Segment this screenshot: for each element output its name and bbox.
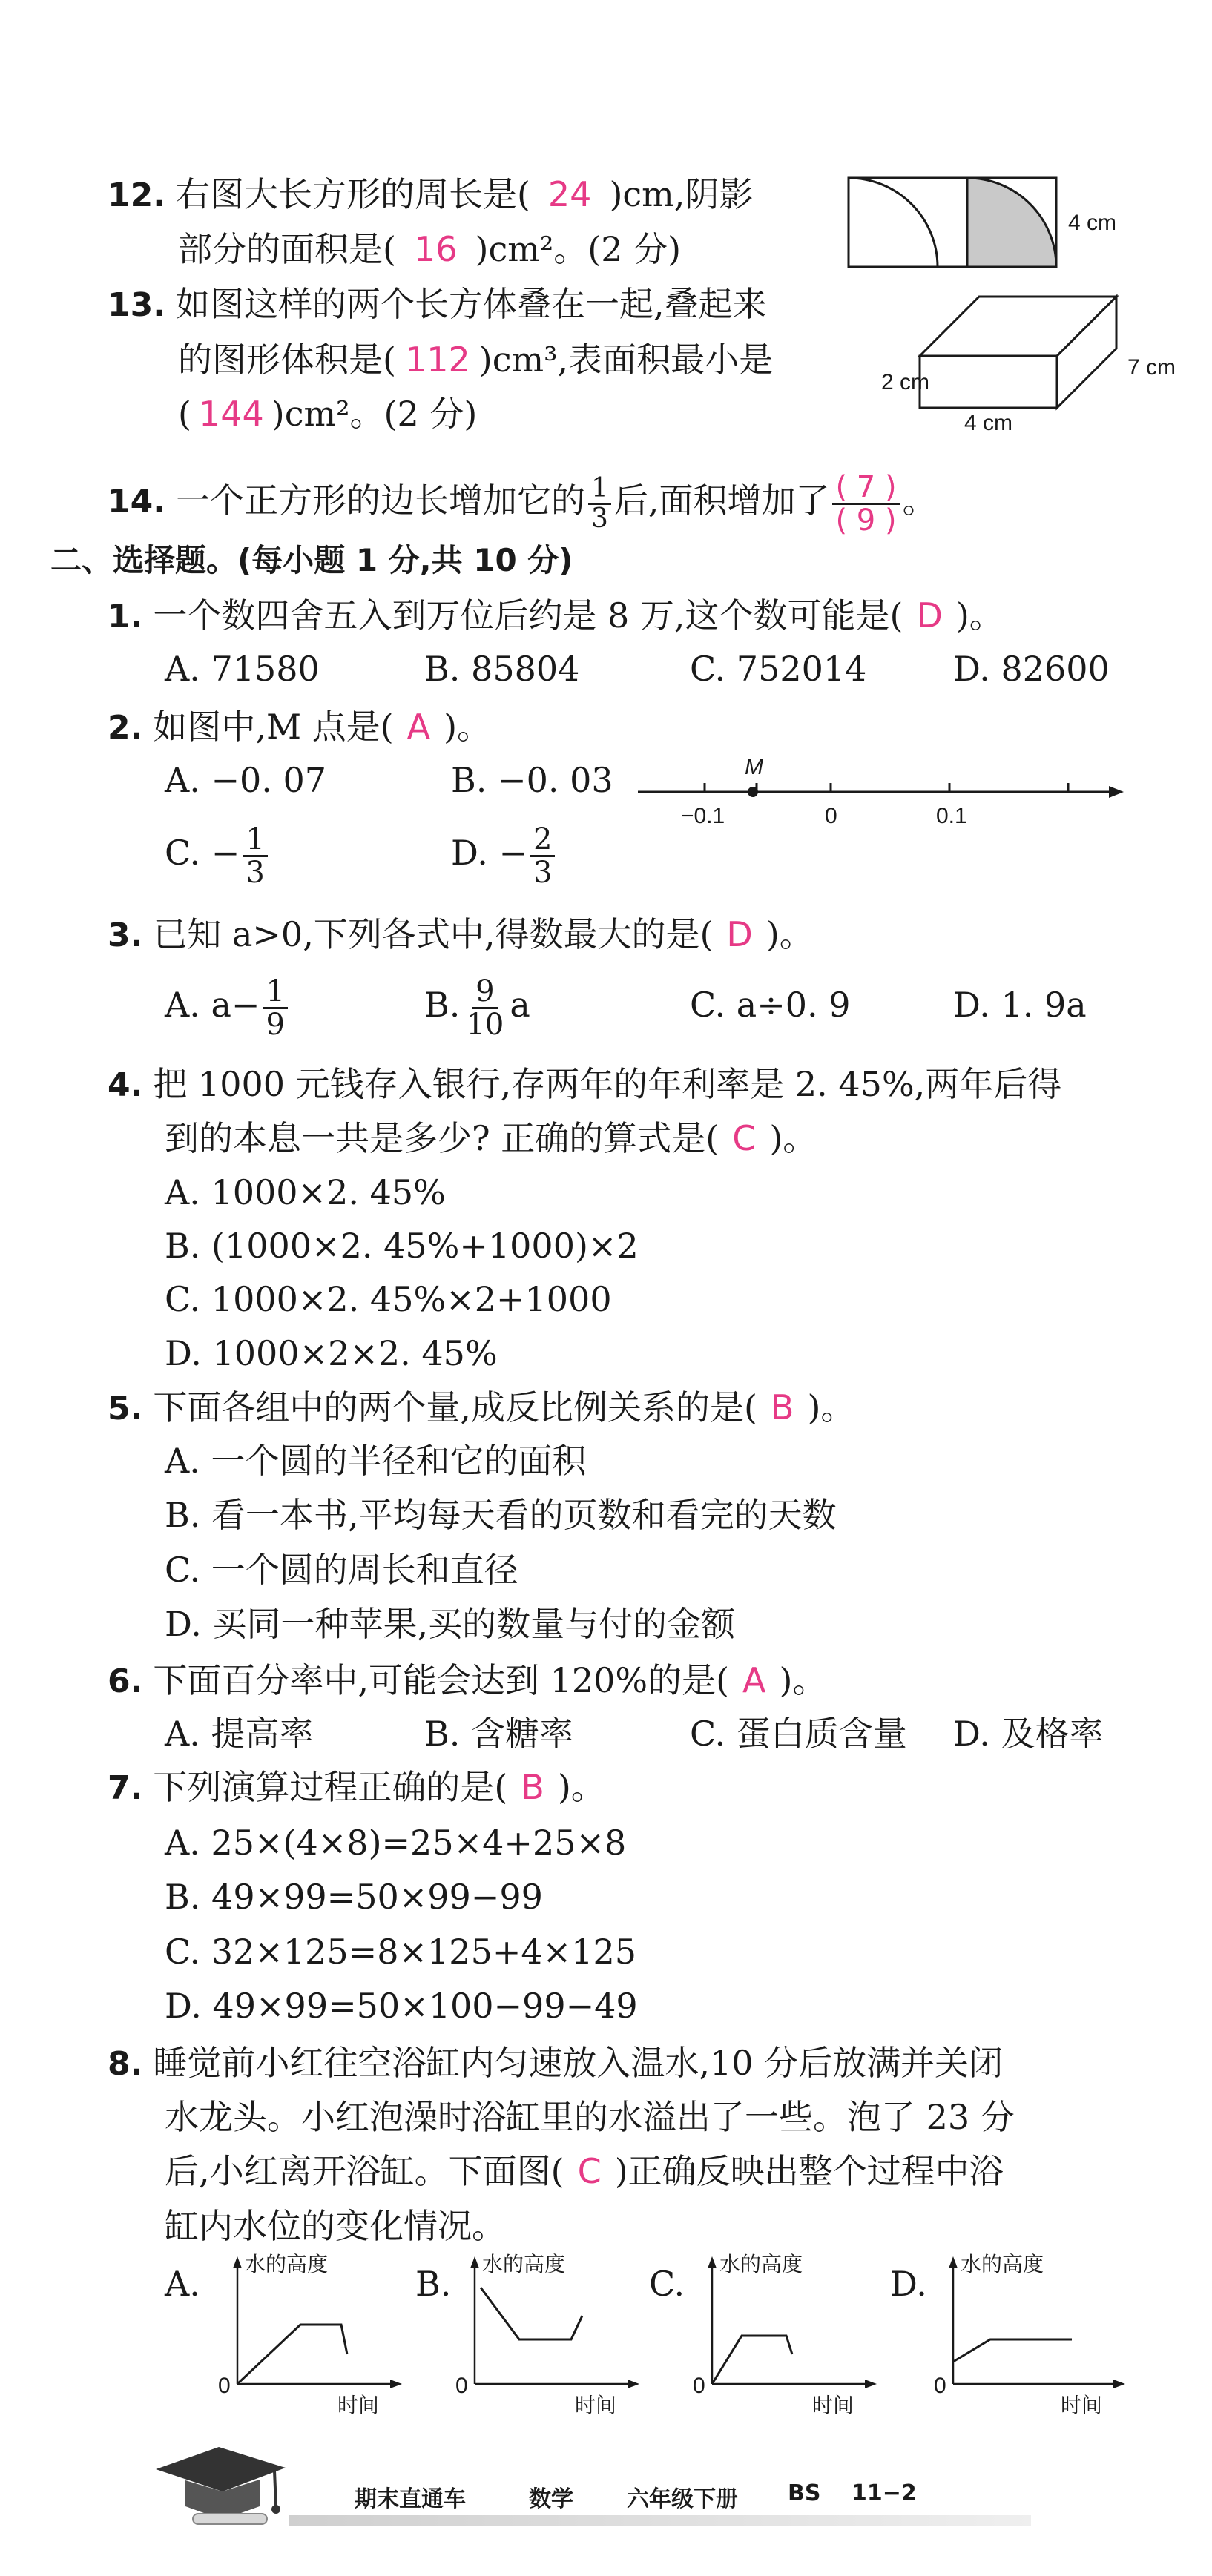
c8-line3 bbox=[165, 2149, 1004, 2193]
q14-text-post: 。 bbox=[902, 480, 937, 521]
graph-d bbox=[931, 2250, 1131, 2414]
c4-line1 bbox=[108, 1062, 1061, 1108]
c5-option-c: C. 一个圆的周长和直径 bbox=[165, 1550, 518, 1590]
svg-text:时间: 时间 bbox=[812, 2393, 854, 2414]
q12-text-post: )cm,阴影 bbox=[609, 174, 754, 214]
graph-c bbox=[690, 2250, 883, 2414]
c2-option-a: A. −0. 07 bbox=[165, 760, 327, 800]
q14-text-mid: 后,面积增加了 bbox=[613, 480, 830, 521]
c3-option-b: B. $\frac{9}{10}$ a bbox=[424, 974, 530, 1042]
c2-number-line bbox=[630, 749, 1135, 830]
graph-d-letter: D. bbox=[890, 2264, 927, 2304]
graph-b-curve bbox=[481, 2288, 582, 2339]
svg-text:时间: 时间 bbox=[337, 2393, 380, 2414]
q12-fig-label: 4 cm bbox=[1068, 211, 1117, 235]
q12-text2-post: )cm²。(2 分) bbox=[475, 229, 682, 269]
c6-option-d: D. 及格率 bbox=[953, 1714, 1104, 1754]
footer-grade: 六年级下册 bbox=[627, 2486, 738, 2512]
c1-text-post: )。 bbox=[955, 595, 1004, 635]
q12-answer-1: 24 bbox=[547, 174, 592, 214]
svg-text:0: 0 bbox=[693, 2374, 705, 2398]
c6-stem bbox=[108, 1658, 826, 1704]
c7-answer: B bbox=[521, 1767, 544, 1807]
c1-number: 1. bbox=[108, 598, 143, 635]
c4-answer: C bbox=[732, 1118, 757, 1158]
q12-rectangle-figure bbox=[846, 163, 1142, 282]
c4-number: 4. bbox=[108, 1066, 143, 1104]
graph-a bbox=[215, 2250, 408, 2414]
c2-option-d: D. − $\frac{2}{3}$ bbox=[451, 812, 558, 894]
c7-option-a: A. 25×(4×8)=25×4+25×8 bbox=[165, 1823, 627, 1863]
c4-option-a: A. 1000×2. 45% bbox=[165, 1172, 446, 1212]
q13-text3: ( bbox=[178, 394, 191, 434]
q13-number: 13. bbox=[108, 286, 165, 324]
svg-text:时间: 时间 bbox=[1061, 2393, 1103, 2414]
svg-text:时间: 时间 bbox=[575, 2393, 617, 2414]
q13-text2: 的图形体积是( bbox=[178, 340, 396, 380]
c1-option-d: D. 82600 bbox=[953, 649, 1110, 689]
c4-option-d: D. 1000×2×2. 45% bbox=[165, 1333, 498, 1373]
q14-answer-fraction: $\frac{( 7 )}{( 9 )}$ bbox=[832, 472, 899, 536]
c8-text3: 后,小红离开浴缸。下面图( bbox=[165, 2151, 564, 2191]
c3-number: 3. bbox=[108, 917, 143, 954]
c2-tick-neg: −0.1 bbox=[681, 804, 725, 828]
graph-b-letter: B. bbox=[415, 2264, 452, 2304]
c8-line2: 水龙头。小红泡澡时浴缸里的水溢出了一些。泡了 23 分 bbox=[165, 2097, 1015, 2137]
c7-stem bbox=[108, 1765, 605, 1811]
graph-a-letter: A. bbox=[165, 2264, 200, 2304]
c3-text: 已知 a>0,下列各式中,得数最大的是( bbox=[153, 914, 714, 954]
q13-answer-1: 112 bbox=[404, 340, 470, 380]
q14-number: 14. bbox=[108, 483, 165, 521]
c5-option-d: D. 买同一种苹果,买的数量与付的金额 bbox=[165, 1604, 736, 1644]
q13-text: 如图这样的两个长方体叠在一起,叠起来 bbox=[175, 284, 767, 324]
c2-tick-zero: 0 bbox=[825, 804, 837, 828]
graph-d-curve bbox=[953, 2339, 1072, 2362]
c2-tick-pos: 0.1 bbox=[936, 804, 967, 828]
q13-answer-2: 144 bbox=[198, 394, 264, 434]
svg-text:0: 0 bbox=[218, 2374, 231, 2398]
q13-line1 bbox=[108, 282, 767, 328]
c7-option-d: D. 49×99=50×100−99−49 bbox=[165, 1986, 638, 2026]
q12-answer-2: 16 bbox=[413, 229, 458, 269]
q13-width-label: 4 cm bbox=[964, 411, 1013, 434]
c1-option-a: A. 71580 bbox=[165, 649, 320, 689]
c5-stem bbox=[108, 1385, 854, 1431]
footer-title: 期末直通车 bbox=[355, 2486, 466, 2512]
c1-option-b: B. 85804 bbox=[424, 649, 580, 689]
c2-stem bbox=[108, 704, 491, 750]
q13-depth-label: 7 cm bbox=[1127, 355, 1176, 380]
q12-number: 12. bbox=[108, 176, 165, 214]
q14-line bbox=[108, 460, 937, 543]
c3-stem bbox=[108, 912, 814, 958]
c4-text2: 到的本息一共是多少? 正确的算式是( bbox=[165, 1118, 719, 1158]
c8-answer: C bbox=[577, 2151, 602, 2191]
q13-height-label: 2 cm bbox=[881, 370, 930, 394]
c6-text-post: )。 bbox=[779, 1660, 827, 1700]
c3-option-c: C. a÷0. 9 bbox=[690, 985, 851, 1025]
c2-option-c: C. − $\frac{1}{3}$ bbox=[165, 812, 271, 894]
c2-text: 如图中,M 点是( bbox=[153, 707, 394, 747]
q12-shaded-region bbox=[967, 178, 1056, 267]
c1-answer: D bbox=[916, 595, 943, 635]
c8-number: 8. bbox=[108, 2045, 143, 2083]
c6-text: 下面百分率中,可能会达到 120%的是( bbox=[153, 1660, 730, 1700]
q13-line3 bbox=[178, 392, 477, 436]
c5-text-post: )。 bbox=[807, 1387, 855, 1427]
q12-line1 bbox=[108, 172, 753, 218]
c5-option-b: B. 看一本书,平均每天看的页数和看完的天数 bbox=[165, 1495, 837, 1535]
c4-line2 bbox=[165, 1116, 817, 1160]
c8-text3-post: )正确反映出整个过程中浴 bbox=[614, 2151, 1004, 2191]
q13-text3-post: )cm²。(2 分) bbox=[271, 394, 478, 434]
c7-option-b: B. 49×99=50×99−99 bbox=[165, 1877, 543, 1917]
c7-option-c: C. 32×125=8×125+4×125 bbox=[165, 1932, 636, 1972]
svg-text:0: 0 bbox=[934, 2374, 946, 2398]
q13-line2 bbox=[178, 337, 773, 382]
footer-bar bbox=[289, 2515, 1031, 2526]
c7-number: 7. bbox=[108, 1769, 143, 1807]
c5-text: 下面各组中的两个量,成反比例关系的是( bbox=[153, 1387, 757, 1427]
footer-subject: 数学 bbox=[529, 2486, 573, 2512]
c2-number: 2. bbox=[108, 709, 143, 747]
c1-stem bbox=[108, 593, 1004, 639]
graph-c-letter: C. bbox=[649, 2264, 685, 2304]
c2-point-m bbox=[748, 787, 758, 797]
q12-line2 bbox=[178, 227, 681, 271]
svg-text:0: 0 bbox=[455, 2374, 468, 2398]
c2-option-b: B. −0. 03 bbox=[451, 760, 613, 800]
graph-a-curve bbox=[237, 2325, 347, 2384]
c8-line1 bbox=[108, 2041, 1003, 2087]
q14-fraction: $\frac{1}{3}$ bbox=[588, 475, 611, 533]
c4-option-c: C. 1000×2. 45%×2+1000 bbox=[165, 1279, 612, 1319]
c1-option-c: C. 752014 bbox=[690, 649, 867, 689]
c6-option-c: C. 蛋白质含量 bbox=[690, 1714, 907, 1754]
c7-text-post: )。 bbox=[557, 1767, 605, 1807]
graduation-cap-icon bbox=[148, 2432, 297, 2536]
c8-text1: 睡觉前小红往空浴缸内匀速放入温水,10 分后放满并关闭 bbox=[153, 2043, 1004, 2083]
svg-text:水的高度: 水的高度 bbox=[245, 2252, 329, 2276]
svg-text:水的高度: 水的高度 bbox=[961, 2252, 1044, 2276]
c2-text-post: )。 bbox=[444, 707, 492, 747]
c6-option-a: A. 提高率 bbox=[165, 1714, 314, 1754]
q12-text: 右图大长方形的周长是( bbox=[175, 174, 530, 214]
q12-text2: 部分的面积是( bbox=[178, 229, 396, 269]
c4-text2-post: )。 bbox=[769, 1118, 817, 1158]
c6-number: 6. bbox=[108, 1662, 143, 1700]
c6-option-b: B. 含糖率 bbox=[424, 1714, 574, 1754]
c6-answer: A bbox=[742, 1660, 766, 1700]
svg-text:水的高度: 水的高度 bbox=[482, 2252, 566, 2276]
c4-text: 把 1000 元钱存入银行,存两年的年利率是 2. 45%,两年后得 bbox=[153, 1064, 1062, 1104]
graph-c-curve bbox=[712, 2336, 792, 2384]
q12-white-arc bbox=[849, 178, 938, 267]
footer-page: 11−2 bbox=[852, 2480, 917, 2506]
q14-text: 一个正方形的边长增加它的 bbox=[175, 480, 585, 521]
q13-front-face bbox=[920, 356, 1057, 408]
c5-option-a: A. 一个圆的半径和它的面积 bbox=[165, 1441, 587, 1481]
c3-text-post: )。 bbox=[765, 914, 814, 954]
q13-side-face bbox=[1057, 297, 1116, 408]
c2-m-label: M bbox=[745, 755, 763, 779]
c1-text: 一个数四舍五入到万位后约是 8 万,这个数可能是( bbox=[153, 595, 903, 635]
section-2-title: 二、选择题。(每小题 1 分,共 10 分) bbox=[50, 542, 573, 578]
c3-option-d: D. 1. 9a bbox=[953, 985, 1087, 1025]
c5-answer: B bbox=[770, 1387, 794, 1427]
q13-text2-post: )cm³,表面积最小是 bbox=[478, 340, 774, 380]
graph-b bbox=[452, 2250, 645, 2414]
c5-number: 5. bbox=[108, 1390, 143, 1427]
c3-answer: D bbox=[726, 914, 753, 954]
svg-text:水的高度: 水的高度 bbox=[719, 2252, 803, 2276]
q13-cuboid-figure bbox=[875, 278, 1209, 434]
c7-text: 下列演算过程正确的是( bbox=[153, 1767, 508, 1807]
c4-option-b: B. (1000×2. 45%+1000)×2 bbox=[165, 1226, 639, 1266]
c3-option-a: A. a− $\frac{1}{9}$ bbox=[165, 964, 291, 1046]
c8-line4: 缸内水位的变化情况。 bbox=[165, 2206, 506, 2246]
footer-edition: BS bbox=[788, 2480, 821, 2506]
c2-answer: A bbox=[406, 707, 431, 747]
